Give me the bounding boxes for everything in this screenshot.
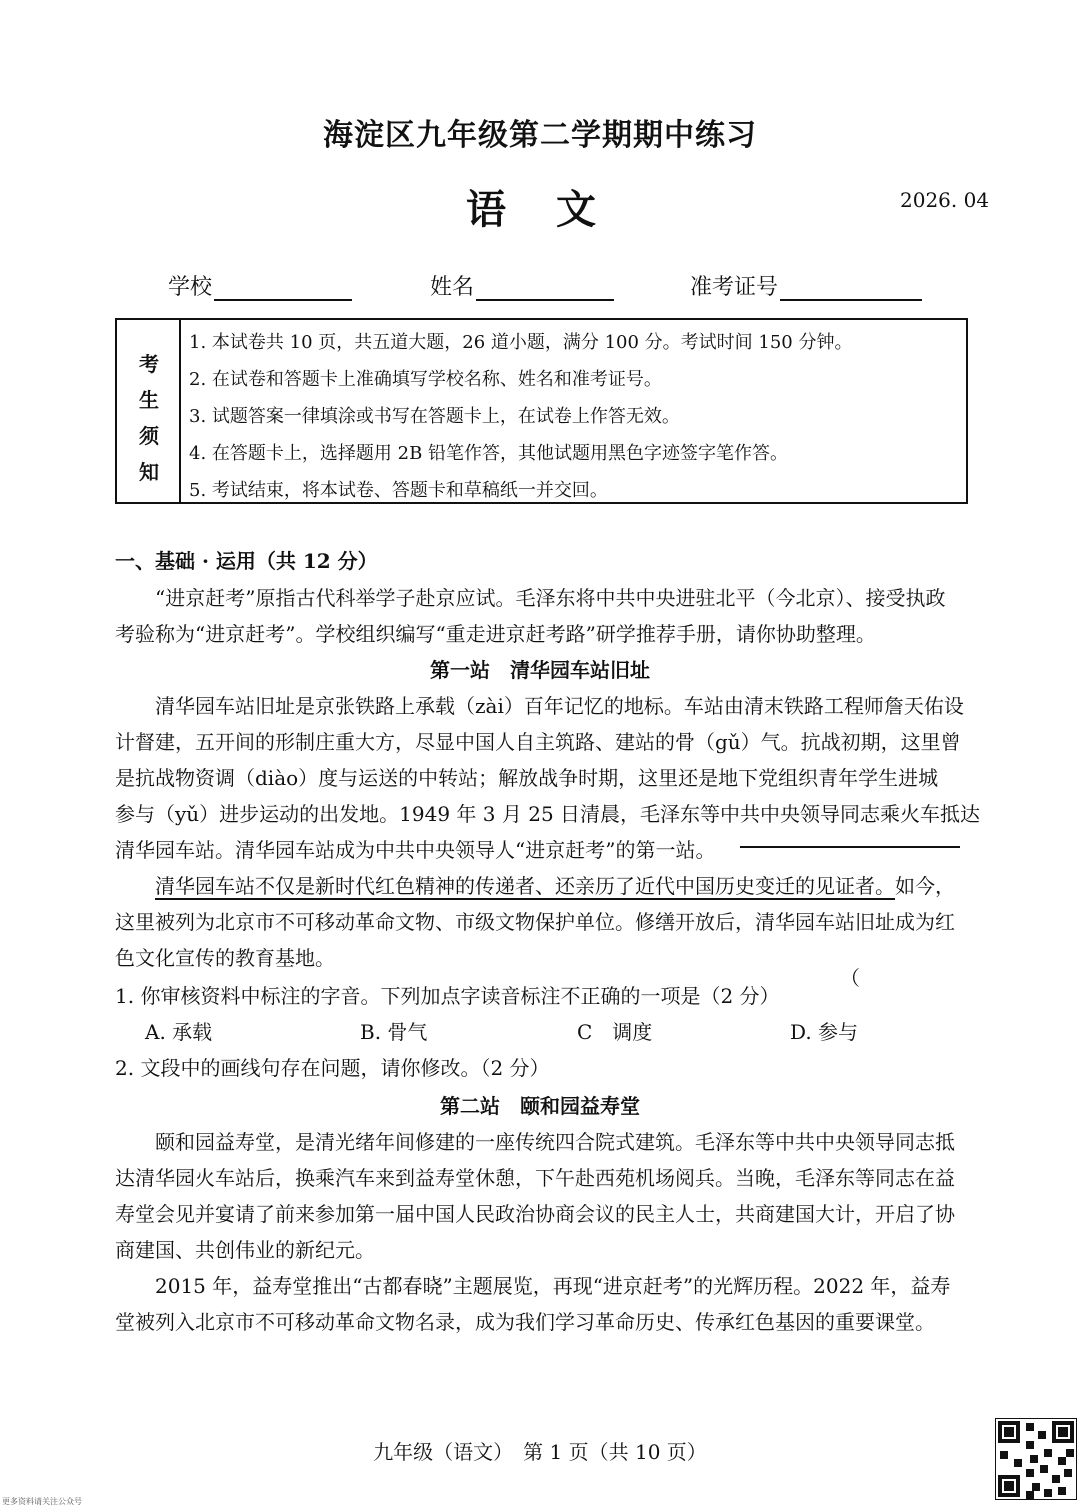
exam-notice-box (115, 318, 968, 504)
station1-line: 清华园车站。清华园车站成为中共中央领导人“进京赶考”的第一站。 (115, 838, 716, 862)
station1-line: 色文化宣传的教育基地。 (115, 946, 335, 970)
question-2: 2. 文段中的画线句存在问题，请你修改。（2 分） (115, 1056, 550, 1080)
page-title: 海淀区九年级第二学期期中练习 (323, 118, 757, 153)
station2-line: 堂被列入北京市不可移动革命文物名录，成为我们学习革命历史、传承红色基因的重要课堂。 (115, 1310, 935, 1334)
station2-heading: 第二站 颐和园益寿堂 (440, 1094, 640, 1118)
notice-rule: 2. 在试卷和答题卡上准确填写学校名称、姓名和准考证号。 (189, 369, 662, 390)
station1-heading: 第一站 清华园车站旧址 (430, 658, 650, 682)
school-label: 学校 (168, 275, 213, 300)
notice-label-column (117, 320, 181, 502)
station2-line: 寿堂会见并宴请了前来参加第一届中国人民政治协商会议的民主人士，共商建国大计，开启了协 (115, 1202, 955, 1226)
station1-line-tail: 如今， (895, 874, 955, 898)
subject-title: 语 文 (466, 186, 614, 233)
name-label: 姓名 (430, 275, 475, 300)
answer-paren: （ (840, 966, 860, 990)
option-d[interactable]: D. 参与 (790, 1020, 859, 1044)
station1-line: 参与（yǔ）进步运动的出发地。1949 年 3 月 25 日清晨，毛泽东等中共中央领导同志乘火车抵达 (115, 802, 981, 826)
notice-label-char: 考 (139, 352, 159, 376)
notice-label-char: 生 (139, 388, 159, 412)
notice-label-char: 知 (139, 460, 159, 484)
station2-line: 达清华园火车站后，换乘汽车来到益寿堂休憩，下午赴西苑机场阅兵。当晚，毛泽东等同志在益 (115, 1166, 955, 1190)
station2-line: 颐和园益寿堂，是清光绪年间修建的一座传统四合院式建筑。毛泽东等中共中央领导同志抵 (155, 1130, 955, 1154)
option-c[interactable]: C 调度 (577, 1020, 653, 1044)
exam-id-label: 准考证号 (690, 275, 779, 300)
option-a[interactable]: A. 承载 (145, 1020, 213, 1044)
notice-label-char: 须 (139, 424, 159, 448)
exam-id-field[interactable] (690, 270, 922, 301)
name-field[interactable] (430, 270, 614, 301)
underlined-sentence: 清华园车站不仅是新时代红色精神的传递者、还亲历了近代中国历史变迁的见证者。 (155, 874, 895, 898)
intro-line: 考验称为“进京赶考”。学校组织编写“重走进京赶考路”研学推荐手册，请你协助整理。 (115, 622, 876, 646)
station1-underlined-line (155, 870, 955, 899)
exam-date: 2026. 04 (900, 188, 990, 212)
qr-code-icon (995, 1418, 1077, 1500)
notice-rule: 3. 试题答案一律填涂或书写在答题卡上，在试卷上作答无效。 (189, 406, 680, 427)
notice-rule: 1. 本试卷共 10 页，共五道大题，26 道小题，满分 100 分。考试时间 150 分钟。 (189, 332, 853, 353)
footer-note: 更多资料请关注公众号 (2, 1497, 82, 1506)
notice-rule: 5. 考试结束，将本试卷、答题卡和草稿纸一并交回。 (189, 480, 608, 501)
page-footer: 九年级（语文） 第 1 页（共 10 页） (373, 1440, 707, 1464)
station1-line: 这里被列为北京市不可移动革命文物、市级文物保护单位。修缮开放后，清华园车站旧址成为红 (115, 910, 955, 934)
station1-line: 是抗战物资调（diào）度与运送的中转站；解放战争时期，这里还是地下党组织青年学生进城 (115, 766, 939, 790)
station2-line: 商建国、共创伟业的新纪元。 (115, 1238, 375, 1262)
intro-line: “进京赶考”原指古代科举学子赴京应试。毛泽东将中共中央进驻北平（今北京）、接受执政 (155, 586, 946, 610)
station1-line: 计督建，五开间的形制庄重大方，尽显中国人自主筑路、建站的骨（gǔ）气。抗战初期，这里曾 (115, 730, 961, 754)
school-field[interactable] (168, 270, 352, 301)
option-b[interactable]: B. 骨气 (360, 1020, 428, 1044)
question-1: 1. 你审核资料中标注的字音。下列加点字读音标注不正确的一项是（2 分） (115, 984, 780, 1008)
hand-drawn-line (740, 846, 960, 848)
section-heading: 一、基础 · 运用（共 12 分） (115, 549, 378, 573)
notice-rule: 4. 在答题卡上，选择题用 2B 铅笔作答，其他试题用黑色字迹签字笔作答。 (189, 443, 789, 464)
station2-line: 2015 年，益寿堂推出“古都春晓”主题展览，再现“进京赶考”的光辉历程。2022 年，益寿 (155, 1274, 951, 1298)
station1-line: 清华园车站旧址是京张铁路上承载（zài）百年记忆的地标。车站由清末铁路工程师詹天佑设 (155, 694, 964, 718)
